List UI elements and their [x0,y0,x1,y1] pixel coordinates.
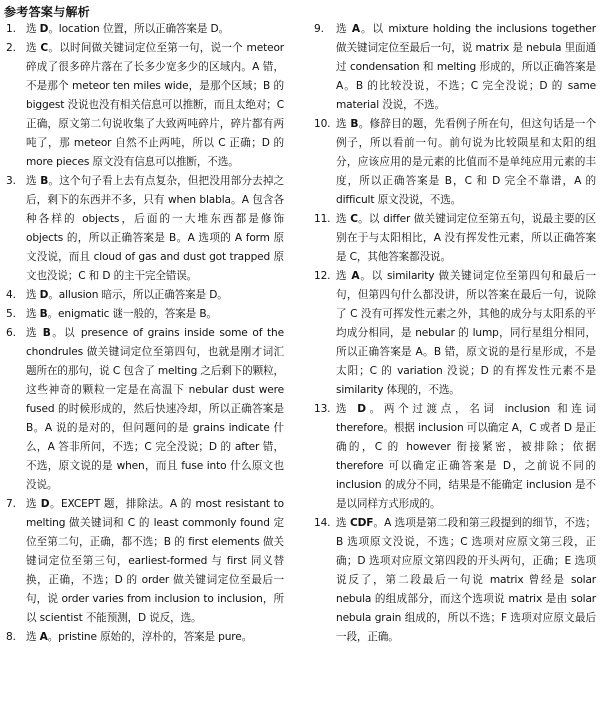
answer-letter: D [39,289,49,301]
answer-letter: D [357,403,366,415]
answer-item [4,305,284,324]
answer-letter: A [351,270,360,282]
answer-letter: C [350,213,358,225]
item-text: 。A 选项是第二段和第三段提到的细节，不选；B 选项原文没说，不选；C 选项对应原文第三段，正确；D 选项对应原文第四段的开头两句，正确；E 选项说反了，第二段最后一句说 matrix 曾经是 solar nebula 的组成部分，而这个选项说 matrix 是由 solar nebula grain 组成的，所以不选；F 选项对应原文最后一段，正确。 [336,517,596,643]
item-text: 。以 presence of grains inside some of the chondrules 做关键词定位至第四句，也就是刚才词汇题所在的那句，说 C 包含了 melting 之后剩下的颗粒，这些神奇的颗粒一定是在高温下 nebular dust were fused 的时候形成的，然后快速冷却，所以正确答案是 B。A 说的是对的，但问题问的是 grains indicate 什么，A 答非所问，不选；C 完全没说；D 的 after 错，不选，原文说的是 when，而且 fuse into 什么原文也没说。 [26,327,284,491]
item-text: 。allusion 暗示，所以正确答案是 D。 [48,289,228,301]
answer-item [4,628,284,647]
answer-item [4,324,284,495]
item-text: 。location 位置，所以正确答案是 D。 [48,23,229,35]
item-prefix: 选 [26,23,40,35]
item-text: 。以 mixture holding the inclusions together 做关键词定位至最后一句，说 matrix 是 nebula 里面通过 condensation 和 melting 形成的，所以正确答案是 A。B 的比较没说，不选；C 完全没说；D 的 same material 没说，不选。 [336,23,596,111]
answer-letter: B [42,327,51,339]
answer-item [314,210,596,267]
answer-item [314,20,596,115]
item-number: 3. [6,175,16,187]
answer-item [4,495,284,628]
answer-item [4,172,284,286]
item-prefix: 选 [336,517,350,529]
answer-item [314,267,596,400]
page-title: 参考答案与解析 [4,5,91,19]
answer-item [314,115,596,210]
left-column [4,20,284,647]
item-number: 5. [6,308,16,320]
item-number: 4. [6,289,16,301]
item-prefix: 选 [336,118,351,130]
answer-letter: B [350,118,359,130]
item-text: 。pristine 原始的，淳朴的，答案是 pure。 [47,631,253,643]
item-text: 。两个过渡点，名词 inclusion 和连词 therefore。根据 inclusion 可以确定 A，C 或者 D 是正确的，C 的 however 衔接紧密，被排除；依据 therefore 可以确定正确答案是 D，之前说不同的 inclusion 的成分不同，结果是不能确定 inclusion 是不是以同样方式形成的。 [336,403,596,510]
item-prefix: 选 [26,327,43,339]
answer-letter: D [40,498,50,510]
item-prefix: 选 [26,289,40,301]
item-number: 9. [314,23,324,35]
item-number: 14. [314,517,331,529]
answer-letter: A [351,23,360,35]
item-prefix: 选 [336,270,352,282]
answer-letter: B [40,175,49,187]
item-prefix: 选 [336,403,358,415]
answer-item [4,20,284,39]
item-number: 2. [6,42,16,54]
item-text: 。以 differ 做关键词定位至第五句，说最主要的区别在于与太阳相比，A 没有挥发性元素，所以正确答案是 C，其他答案都没说。 [336,213,596,263]
item-number: 13. [314,403,331,415]
item-text: 。修辞目的题，先看例子所在句，但这句话是一个例子，所以看前一句。前句说为比较陨星和太阳的组分，应该应用的是元素的比值而不是单纯应用元素的丰度，所以正确答案是 B，C 和 D 完全不靠谱，A 的 difficult 原文没说，不选。 [336,118,596,206]
item-number: 12. [314,270,331,282]
item-number: 11. [314,213,331,225]
item-number: 6. [6,327,16,339]
item-text: 。以 similarity 做关键词定位至第四句和最后一句，但第四句什么都没讲，所以答案在最后一句，说除了 C 没有可挥发性元素之外，其他的成分与太阳系的平均成分相同，是 nebular 的 lump，同行星组分相同，所以正确答案是 A。B 错，原文说的是行星形成，不是太阳；C 的 variation 没说；D 的有挥发性元素不是 similarity 体现的，不选。 [336,270,596,396]
item-number: 7. [6,498,16,510]
answer-letter: A [39,631,48,643]
answer-item [4,39,284,172]
right-column [314,20,596,647]
item-prefix: 选 [336,213,351,225]
item-number: 1. [6,23,16,35]
item-text: 。EXCEPT 题，排除法。A 的 most resistant to melting 做关键词和 C 的 least commonly found 定位至第二句，正确，都不选；B 的 first elements 做关键词定位至第三句，earliest-formed 与 first 同义替换，正确，不选；D 的 order 做关键词定位至最后一句，说 order varies from inclusion to inclusion，所以 scientist 不能预测，D 说反，选。 [26,498,284,624]
item-prefix: 选 [26,631,40,643]
answer-item [314,514,596,647]
item-prefix: 选 [336,23,352,35]
item-text: 。enigmatic 谜一般的，答案是 B。 [47,308,217,320]
answer-item [4,286,284,305]
item-prefix: 选 [26,175,41,187]
item-prefix: 选 [26,498,41,510]
item-prefix: 选 [26,308,40,320]
item-prefix: 选 [26,42,41,54]
item-text: 。这个句子看上去有点复杂，但把没用部分去掉之后，剩下的东西并不多，只有 when blabla。A 包含各种各样的 objects，后面的一大堆东西都是修饰 objects 的，所以正确答案是 B。A 选项的 A form 原文没说，而且 cloud of gas and dust got trapped 原文也没说；C 和 D 的主干完全错误。 [26,175,284,282]
answer-letter: C [40,42,49,54]
item-text: 。以时间做关键词定位至第一句，说一个 meteor 碎成了很多碎片落在了长多少宽多少的区域内。A 错，不是那个 meteor ten miles wide，是那个区域；B 的 biggest 没说也没有相关信息可以推断，而且太绝对；C 正确，原文第二句说收集了大致两吨碎片，碎片都有两吨了，那 meteor 自然不止两吨，所以 C 正确；D 的 more pieces 原文没有信息可以推断，不选。 [26,42,284,168]
answer-item [314,400,596,514]
answer-letter: CDF [350,517,374,529]
item-number: 8. [6,631,16,643]
answer-letter: D [39,23,49,35]
answer-letter: B [39,308,48,320]
item-number: 10. [314,118,331,130]
